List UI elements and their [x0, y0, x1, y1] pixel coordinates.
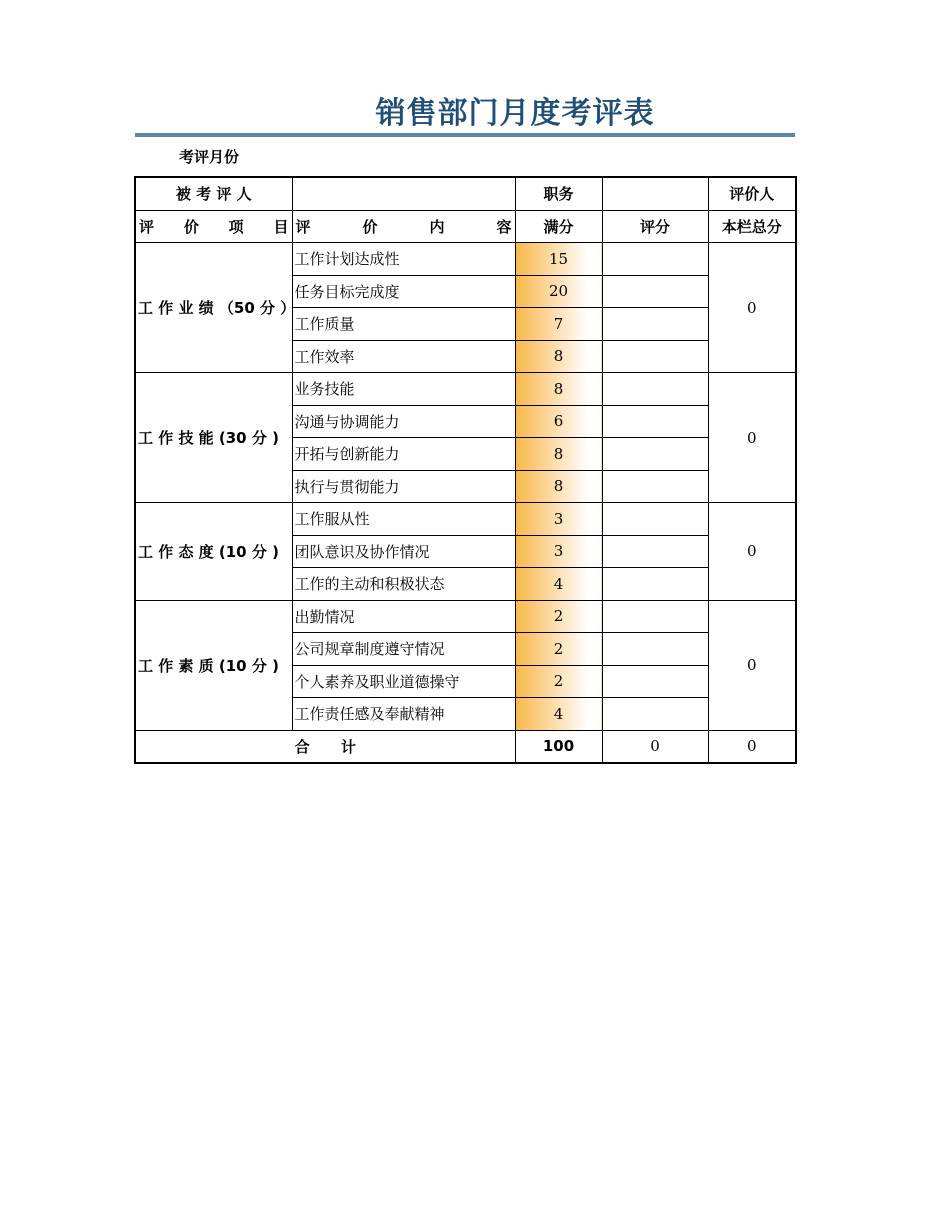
category-cell: 工 作 态 度 (10 分 ) — [135, 503, 292, 601]
score-header: 评分 — [602, 210, 708, 243]
score-input-cell[interactable] — [602, 665, 708, 698]
full-score-cell: 2 — [515, 600, 602, 633]
item-header: 评价项目 — [135, 210, 292, 243]
full-score-cell: 8 — [515, 438, 602, 471]
score-input-cell[interactable] — [602, 405, 708, 438]
category-cell: 工 作 技 能 (30 分 ) — [135, 373, 292, 503]
table-row — [135, 373, 796, 406]
full-score-cell: 2 — [515, 665, 602, 698]
full-total-cell: 100 — [515, 730, 602, 763]
full-score-cell: 7 — [515, 308, 602, 341]
footer-row — [135, 730, 796, 763]
full-score-cell: 6 — [515, 405, 602, 438]
section-total-cell: 0 — [708, 503, 796, 601]
content-cell: 出勤情况 — [292, 600, 515, 633]
score-total-cell: 0 — [602, 730, 708, 763]
score-input-cell[interactable] — [602, 600, 708, 633]
category-cell: 工 作 业 绩 （50 分 ） — [135, 243, 292, 373]
full-score-cell: 8 — [515, 470, 602, 503]
content-cell: 开拓与创新能力 — [292, 438, 515, 471]
header-row-appraisee — [135, 177, 796, 210]
content-cell: 沟通与协调能力 — [292, 405, 515, 438]
full-score-cell: 2 — [515, 633, 602, 666]
full-score-cell: 8 — [515, 373, 602, 406]
table-row — [135, 600, 796, 633]
table-row — [135, 503, 796, 536]
content-cell: 工作的主动和积极状态 — [292, 568, 515, 601]
sum-label: 合 计 — [135, 730, 515, 763]
section-total-cell: 0 — [708, 243, 796, 373]
full-score-cell: 4 — [515, 698, 602, 731]
evaluator-label: 评价人 — [708, 177, 796, 210]
appraisee-label: 被 考 评 人 — [135, 177, 292, 210]
content-cell: 团队意识及协作情况 — [292, 535, 515, 568]
score-input-cell[interactable] — [602, 438, 708, 471]
page-title: 销售部门月度考评表 — [375, 96, 655, 131]
title-underline — [135, 133, 795, 137]
content-cell: 任务目标完成度 — [292, 275, 515, 308]
section-total-cell: 0 — [708, 373, 796, 503]
full-score-header: 满分 — [515, 210, 602, 243]
header-row-columns — [135, 210, 796, 243]
content-cell: 工作质量 — [292, 308, 515, 341]
content-cell: 业务技能 — [292, 373, 515, 406]
score-input-cell[interactable] — [602, 633, 708, 666]
position-label: 职务 — [515, 177, 602, 210]
score-input-cell[interactable] — [602, 568, 708, 601]
full-score-cell: 20 — [515, 275, 602, 308]
score-input-cell[interactable] — [602, 243, 708, 276]
table-row — [135, 243, 796, 276]
content-cell: 工作计划达成性 — [292, 243, 515, 276]
full-score-cell: 15 — [515, 243, 602, 276]
score-input-cell[interactable] — [602, 698, 708, 731]
content-cell: 工作效率 — [292, 340, 515, 373]
score-input-cell[interactable] — [602, 340, 708, 373]
full-score-cell: 3 — [515, 535, 602, 568]
category-cell: 工 作 素 质 (10 分 ) — [135, 600, 292, 730]
content-cell: 执行与贯彻能力 — [292, 470, 515, 503]
full-score-cell: 4 — [515, 568, 602, 601]
evaluation-table — [134, 176, 797, 764]
position-input[interactable] — [602, 177, 708, 210]
score-input-cell[interactable] — [602, 535, 708, 568]
grand-total-cell: 0 — [708, 730, 796, 763]
total-header: 本栏总分 — [708, 210, 796, 243]
appraisee-input[interactable] — [292, 177, 515, 210]
content-cell: 公司规章制度遵守情况 — [292, 633, 515, 666]
score-input-cell[interactable] — [602, 308, 708, 341]
content-cell: 工作责任感及奉献精神 — [292, 698, 515, 731]
full-score-cell: 3 — [515, 503, 602, 536]
content-header: 评价内容 — [292, 210, 515, 243]
month-label: 考评月份 — [179, 148, 240, 166]
full-score-cell: 8 — [515, 340, 602, 373]
score-input-cell[interactable] — [602, 503, 708, 536]
content-cell: 个人素养及职业道德操守 — [292, 665, 515, 698]
score-input-cell[interactable] — [602, 373, 708, 406]
content-cell: 工作服从性 — [292, 503, 515, 536]
score-input-cell[interactable] — [602, 275, 708, 308]
section-total-cell: 0 — [708, 600, 796, 730]
score-input-cell[interactable] — [602, 470, 708, 503]
